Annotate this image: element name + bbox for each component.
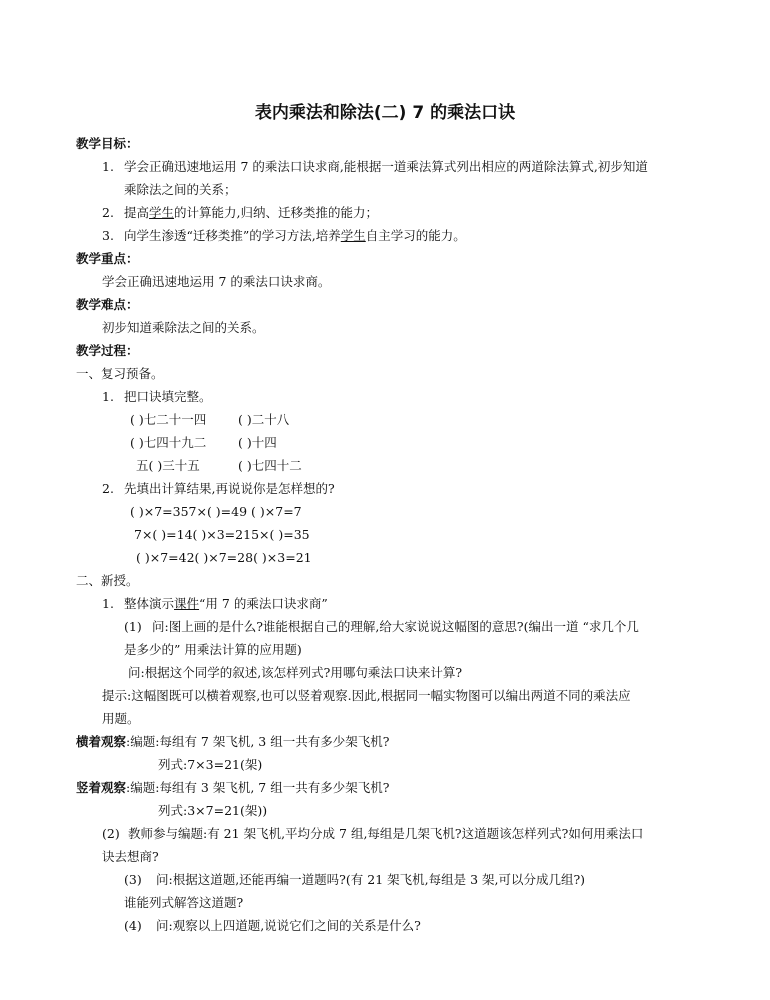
q2-number: (2) bbox=[102, 826, 120, 841]
vertical-formula: 列式:3×7=21(架)) bbox=[158, 803, 268, 818]
courseware-link[interactable]: 课件 bbox=[174, 596, 200, 611]
q2-text: 教师参与编题:有 21 架飞机,平均分成 7 组,每组是几架飞机?这道题该怎样列式?如何用乘法口 bbox=[128, 826, 644, 841]
key-heading: 教学重点： bbox=[76, 251, 139, 266]
difficulty-text: 初步知道乘除法之间的关系。 bbox=[102, 320, 265, 335]
fill-row-3a: 五( )三十五 bbox=[136, 458, 200, 473]
q1-text-cont: 是多少的” 用乘法计算的应用题) bbox=[124, 642, 302, 657]
fill-row-2a: ( )七四十九二 bbox=[130, 435, 207, 450]
horizontal-label: 横着观察 bbox=[76, 734, 127, 749]
key-text: 学会正确迅速地运用 7 的乘法口诀求商。 bbox=[102, 274, 331, 289]
vertical-label: 竖着观察 bbox=[76, 780, 127, 795]
hint-text: 提示:这幅图既可以横着观察,也可以竖着观察.因此,根据同一幅实物图可以编出两道不同的乘法应 bbox=[102, 688, 631, 703]
goal-3-number: 3. bbox=[102, 228, 114, 243]
hint-text-cont: 用题。 bbox=[102, 711, 140, 726]
calc-row-1: ( )×7=357×( )=49 ( )×7=7 bbox=[130, 504, 302, 519]
fill-row-2b: ( )十四 bbox=[238, 435, 277, 450]
horizontal-formula: 列式:7×3=21(架) bbox=[158, 757, 263, 772]
horizontal-observation: 横着观察:编题:每组有 7 架飞机, 3 组一共有多少架飞机? bbox=[76, 734, 390, 749]
q1-number: (1) bbox=[124, 619, 142, 634]
difficulty-heading: 教学难点： bbox=[76, 297, 139, 312]
s1-item-1-number: 1. bbox=[102, 389, 114, 404]
calc-row-3: ( )×7=42( )×7=28( )×3=21 bbox=[136, 550, 312, 565]
goal-2-text: 提高学生的计算能力,归纳、迁移类推的能力； bbox=[124, 205, 379, 220]
section-1-title: 一、复习预备。 bbox=[76, 366, 164, 381]
q1-follow-up: 问:根据这个同学的叙述,该怎样列式?用哪句乘法口诀来计算? bbox=[128, 665, 463, 680]
page-title: 表内乘法和除法(二) 7 的乘法口诀 bbox=[254, 103, 516, 123]
process-heading: 教学过程： bbox=[76, 343, 139, 358]
q4-number: (4) bbox=[124, 918, 142, 933]
goals-heading: 教学目标： bbox=[76, 136, 139, 151]
fill-row-1b: ( )二十八 bbox=[238, 412, 290, 427]
q3-text: 问:根据这道题,还能再编一道题吗?(有 21 架飞机,每组是 3 架,可以分成几组?) bbox=[156, 872, 586, 887]
goal-3-text: 向学生渗透“迁移类推”的学习方法,培养学生自主学习的能力。 bbox=[124, 228, 466, 243]
s1-item-2-number: 2. bbox=[102, 481, 114, 496]
s1-item-1-text: 把口诀填完整。 bbox=[124, 389, 212, 404]
goal-1-number: 1. bbox=[102, 159, 114, 174]
s2-item-1-number: 1. bbox=[102, 596, 114, 611]
s1-item-2-text: 先填出计算结果,再说说你是怎样想的? bbox=[124, 481, 335, 496]
q2-text-cont: 诀去想商? bbox=[102, 849, 159, 864]
goal-2-link[interactable]: 学生 bbox=[149, 205, 175, 220]
fill-row-1a: ( )七二十一四 bbox=[130, 412, 207, 427]
goal-1-text-cont: 乘除法之间的关系； bbox=[124, 182, 237, 197]
q4-text: 问:观察以上四道题,说说它们之间的关系是什么? bbox=[156, 918, 421, 933]
section-2-title: 二、新授。 bbox=[76, 573, 139, 588]
goal-2-number: 2. bbox=[102, 205, 114, 220]
goal-1-text: 学会正确迅速地运用 7 的乘法口诀求商,能根据一道乘法算式列出相应的两道除法算式,初步知道 bbox=[124, 159, 648, 174]
q3-text-cont: 谁能列式解答这道题? bbox=[124, 895, 244, 910]
goal-3-link[interactable]: 学生 bbox=[340, 228, 366, 243]
fill-row-3b: ( )七四十二 bbox=[238, 458, 302, 473]
q3-number: (3) bbox=[124, 872, 142, 887]
s2-item-1-text: 整体演示课件“用 7 的乘法口诀求商” bbox=[124, 596, 328, 611]
vertical-observation: 竖着观察:编题:每组有 3 架飞机, 7 组一共有多少架飞机? bbox=[76, 780, 390, 795]
calc-row-2: 7×( )=14( )×3=215×( )=35 bbox=[134, 527, 310, 542]
q1-text: 问:图上画的是什么?谁能根据自己的理解,给大家说说这幅图的意思?(编出一道 “求几个几 bbox=[152, 619, 639, 634]
